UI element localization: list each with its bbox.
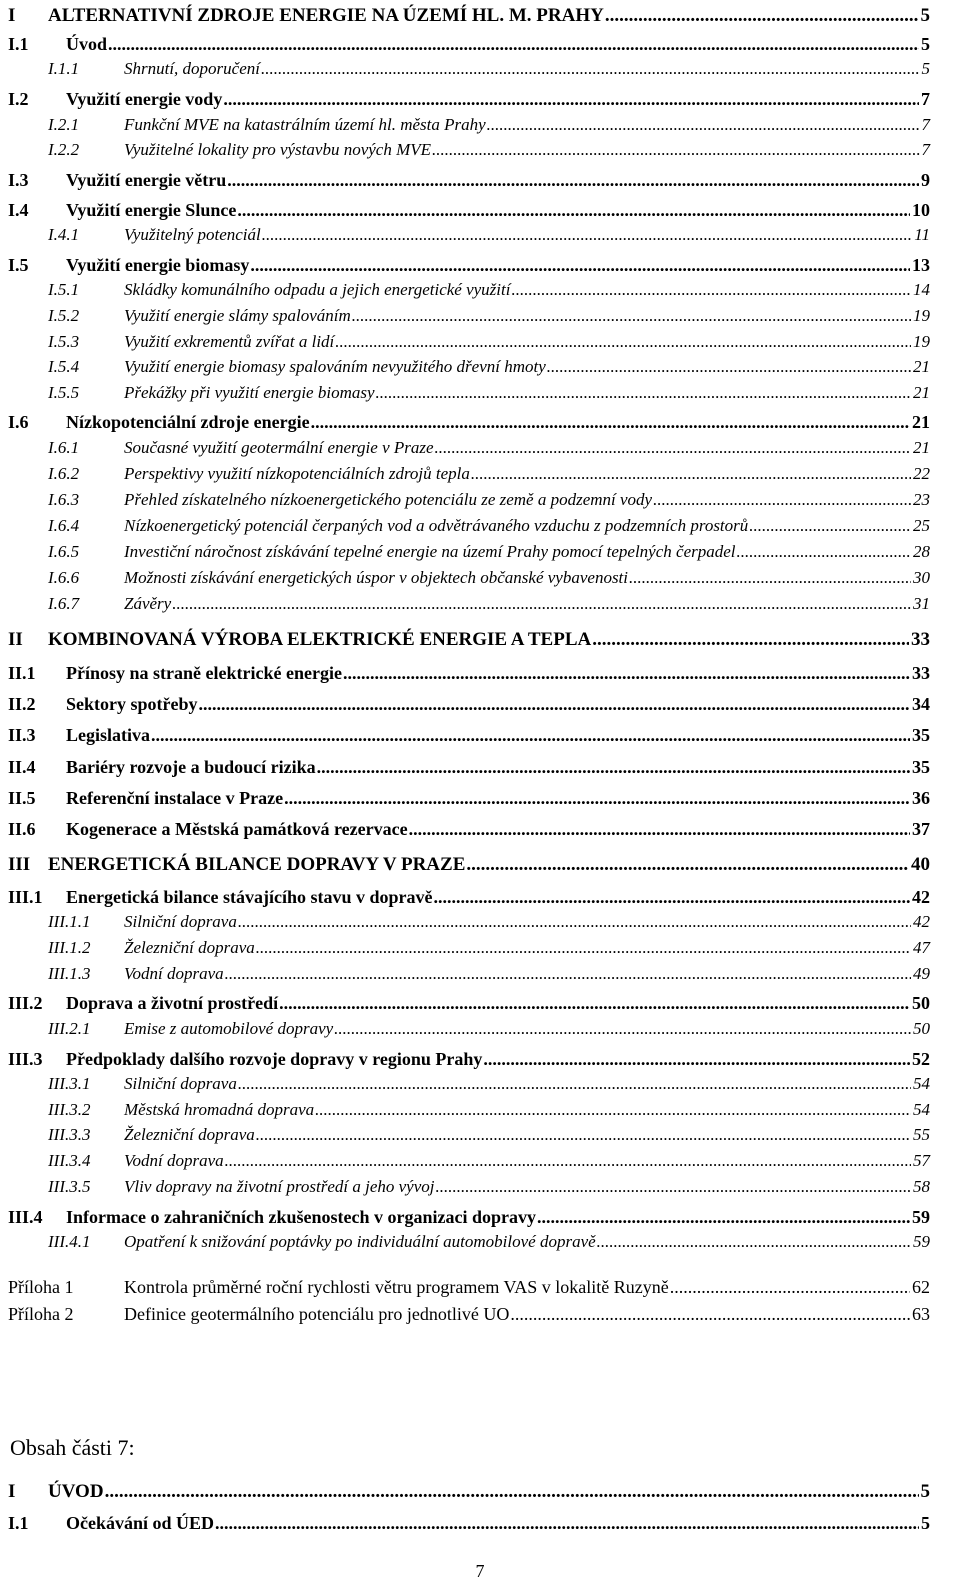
toc-entry-page: 7 [921,89,930,109]
toc-entry-page: 30 [913,568,930,587]
dot-leader [108,32,919,56]
toc-entry-number: I [8,1481,16,1502]
toc-entry-number: III.1 [8,887,43,907]
toc-entry[interactable] [0,817,944,841]
toc-entry-title: Možnosti získávání energetických úspor v objektech občanské vybavenosti [124,568,629,587]
toc-entry-title-row [66,410,930,434]
toc-entry-title-row [124,1072,930,1096]
toc-entry-page: 5 [921,1513,930,1533]
dot-leader [511,278,911,302]
toc-entry[interactable] [0,885,944,909]
toc-entry[interactable] [0,32,944,56]
toc-entry-title: Vodní doprava [124,964,224,983]
toc-entry-title: Emise z automobilové dopravy [124,1019,334,1038]
toc-entry-number: I.2.1 [48,115,80,134]
dot-leader [315,1098,911,1122]
toc-entry[interactable] [0,592,944,616]
toc-entry-title: Překážky při využití energie biomasy [124,383,375,402]
dot-leader [172,592,911,616]
toc-entry-page: 63 [912,1304,930,1324]
dot-leader [237,198,910,222]
toc-entry-page: 54 [913,1100,930,1119]
toc-entry-title-row [124,1175,930,1199]
dot-leader [199,692,911,716]
dot-leader [653,488,911,512]
toc-entry-title: Železniční doprava [124,1125,255,1144]
toc-entry-title-row [66,692,930,716]
toc-entry[interactable] [0,692,944,716]
toc-entry-page: 42 [912,887,930,907]
toc-entry-title-row [48,4,930,28]
toc-entry[interactable] [0,1230,944,1254]
toc-entry[interactable] [0,910,944,934]
toc-entry[interactable] [0,1275,944,1299]
dot-leader [343,661,910,685]
dot-leader [256,1123,911,1147]
toc-entry[interactable] [0,514,944,538]
toc-entry[interactable] [0,113,944,137]
toc-entry-page: 21 [913,357,930,376]
toc-entry-number: I.4.1 [48,225,80,244]
toc-entry-title-row [66,661,930,685]
dot-leader [409,817,910,841]
dot-leader [151,723,910,747]
toc-entry[interactable] [0,1123,944,1147]
toc-entry-number: I.5.1 [48,280,80,299]
toc-entry-title-row [48,628,930,652]
toc-entry-page: 28 [913,542,930,561]
toc-entry-page: 22 [913,464,930,483]
toc-entry-number: I.6 [8,412,29,432]
toc-entry-title-row [124,223,930,247]
toc-entry-title: Předpoklady dalšího rozvoje dopravy v regionu Prahy [66,1049,483,1069]
toc-entry-page: 59 [912,1207,930,1227]
dot-leader [432,138,919,162]
dot-leader [261,57,920,81]
toc-entry[interactable] [0,436,944,460]
toc-entry-title: Využitelné lokality pro výstavbu nových MVE [124,140,432,159]
toc-entry[interactable] [0,786,944,810]
toc-entry-page: 11 [914,225,930,244]
dot-leader [223,87,919,111]
dot-leader [670,1275,910,1299]
toc-entry[interactable] [0,1098,944,1122]
toc-entry-title: Definice geotermálního potenciálu pro jednotlivé UO [124,1304,510,1324]
toc-entry-number: III.3.5 [48,1177,91,1196]
dot-leader [238,910,911,934]
toc-entry-title: Kogenerace a Městská památková rezervace [66,819,408,839]
toc-entry-title-row [124,381,930,405]
toc-entry-title-row [124,936,930,960]
toc-entry-page: 33 [911,629,930,650]
toc-entry[interactable] [0,1175,944,1199]
toc-entry-title: Využití energie slámy spalováním [124,306,351,325]
toc-entry-number: II [8,629,23,650]
dot-leader [279,991,910,1015]
toc-entry[interactable] [0,962,944,986]
toc-entry-title-row [66,885,930,909]
toc-entry[interactable] [0,1072,944,1096]
toc-entry-page: 7 [921,140,930,159]
toc-entry-title-row [124,1017,930,1041]
toc-entry[interactable] [0,462,944,486]
dot-leader [749,514,911,538]
toc-entry-number: I.1.1 [48,59,80,78]
toc-entry-title: Závěry [124,594,172,613]
toc-entry-title: Silniční doprava [124,912,237,931]
toc-entry-number: III.1.1 [48,912,91,931]
toc-entry-title-row [124,278,930,302]
toc-entry-title-row [124,1123,930,1147]
toc-entry-page: 50 [913,1019,930,1038]
toc-entry-title: Nízkoenergetický potenciál čerpaných vod a odvětrávaného vzduchu z podzemních prostorů [124,516,749,535]
toc-entry-number: III.1.3 [48,964,91,983]
toc-entry-page: 58 [913,1177,930,1196]
toc-entry-page: 34 [912,694,930,714]
toc-entry-title: Sektory spotřeby [66,694,198,714]
toc-entry[interactable] [0,4,944,28]
dot-leader [629,566,911,590]
toc-entry-title: ENERGETICKÁ BILANCE DOPRAVY V PRAZE [48,854,466,875]
dot-leader [225,962,911,986]
dot-leader [335,330,911,354]
dot-leader [434,885,911,909]
toc-entry[interactable] [0,661,944,685]
dot-leader [376,381,911,405]
toc-entry-title: Perspektivy využití nízkopotenciálních zdrojů tepla [124,464,470,483]
toc-entry-title: Legislativa [66,725,150,745]
toc-entry-title-row [124,57,930,81]
toc-entry-title: Přehled získatelného nízkoenergetického potenciálu ze země a podzemní vody [124,490,653,509]
toc-entry-title-row [66,198,930,222]
toc-entry[interactable] [0,198,944,222]
toc-entry-title-row [66,32,930,56]
toc-entry-title: Využití energie větru [66,170,227,190]
toc-entry-page: 21 [913,438,930,457]
toc-entry-page: 21 [912,412,930,432]
toc-entry-page: 50 [912,993,930,1013]
toc-entry-title: Shrnutí, doporučení [124,59,260,78]
toc-entry-title-row [124,330,930,354]
toc-entry[interactable] [0,1017,944,1041]
toc-entry-page: 19 [913,332,930,351]
toc-entry-title: Skládky komunálního odpadu a jejich energetické využití [124,280,511,299]
toc-entry-page: 49 [913,964,930,983]
dot-leader [537,1205,910,1229]
toc-entry[interactable] [0,991,944,1015]
toc-entry-page: 19 [913,306,930,325]
toc-entry-title-row [124,566,930,590]
dot-leader [483,1047,910,1071]
toc-entry-title-row [124,462,930,486]
toc-entry[interactable] [0,1205,944,1229]
toc-entry-title: Vliv dopravy na životní prostředí a jeho vývoj [124,1177,435,1196]
toc-entry-number: I.5.2 [48,306,80,325]
toc-entry-number: III.3 [8,1049,43,1069]
toc-entry[interactable] [0,223,944,247]
toc-entry-page: 42 [913,912,930,931]
toc-entry-title: Úvod [66,34,108,54]
toc-entry-title-row [124,355,930,379]
toc-entry-title-row [66,723,930,747]
dot-leader [597,1230,911,1254]
toc-entry-title-row [124,540,930,564]
dot-leader [436,1175,912,1199]
toc-entry-title-row [124,962,930,986]
toc-entry[interactable] [0,304,944,328]
toc-entry-number: III.4.1 [48,1232,91,1251]
toc-entry-title: Kontrola průměrné roční rychlosti větru programem VAS v lokalitě Ruzyně [124,1277,669,1297]
toc-entry[interactable] [0,566,944,590]
toc-entry[interactable] [0,381,944,405]
toc-entry-number: I.6.4 [48,516,80,535]
dot-leader [510,1302,910,1326]
toc-entry-number: I.5.3 [48,332,80,351]
toc-entry-number: I.4 [8,200,29,220]
toc-entry-title: Využití exkrementů zvířat a lidí [124,332,335,351]
toc-entry-page: 35 [912,725,930,745]
toc-entry-page: 35 [912,757,930,777]
toc-entry-number: I.5.5 [48,383,80,402]
toc-entry-page: 9 [921,170,930,190]
toc-entry-title-row [124,436,930,460]
toc-entry-number: I.5.4 [48,357,80,376]
toc-entry-title-row [124,910,930,934]
toc-entry-number: I.6.6 [48,568,80,587]
toc-entry-title: Využití energie biomasy [66,255,250,275]
toc-entry-number: III.2 [8,993,43,1013]
toc-entry-title-row [124,1230,930,1254]
toc-entry-page: 54 [913,1074,930,1093]
toc-entry-title-row [124,1149,930,1173]
toc-entry-number: I.1 [8,1513,29,1533]
toc-entry-title: KOMBINOVANÁ VÝROBA ELEKTRICKÉ ENERGIE A TEPLA [48,629,592,650]
toc-entry[interactable] [0,410,944,434]
toc-entry-title: Energetická bilance stávajícího stavu v dopravě [66,887,433,907]
toc-entry[interactable] [0,278,944,302]
toc-entry-number: III.3.4 [48,1151,91,1170]
toc-entry-page: 10 [912,200,930,220]
toc-entry-title: Využití energie Slunce [66,200,237,220]
toc-entry-title-row [124,1275,930,1299]
toc-entry[interactable] [0,253,944,277]
toc-entry-page: 7 [921,115,930,134]
dot-leader [466,853,909,877]
part-7-heading: Obsah části 7: [10,1435,135,1460]
toc-entry-page: 33 [912,663,930,683]
toc-entry-page: 36 [912,788,930,808]
toc-entry[interactable] [0,936,944,960]
toc-entry-title: Bariéry rozvoje a budoucí rizika [66,757,316,777]
dot-leader [105,1480,919,1504]
dot-leader [262,223,912,247]
toc-entry[interactable] [0,1047,944,1071]
toc-entry-title: Současné využití geotermální energie v Praze [124,438,434,457]
toc-entry-title: Přínosy na straně elektrické energie [66,663,342,683]
dot-leader [487,113,920,137]
dot-leader [256,936,911,960]
toc-entry-number: III.2.1 [48,1019,91,1038]
toc-entry-number: III.1.2 [48,938,91,957]
toc-entry-page: 31 [913,594,930,613]
toc-entry-title: Vodní doprava [124,1151,224,1170]
dot-leader [250,253,910,277]
toc-entry-number: Příloha 1 [8,1277,74,1297]
toc-entry-title: Silniční doprava [124,1074,237,1093]
toc-entry-number: II.1 [8,663,36,683]
toc-entry[interactable] [0,853,944,877]
toc-entry[interactable] [0,1480,944,1504]
toc-entry-page: 5 [920,5,930,26]
toc-entry-number: III.3.3 [48,1125,91,1144]
toc-entry-page: 47 [913,938,930,957]
toc-entry[interactable] [0,138,944,162]
toc-entry[interactable] [0,330,944,354]
toc-entry-page: 5 [921,59,930,78]
toc-entry-title: Využití energie vody [66,89,223,109]
dot-leader [317,755,910,779]
toc-entry-title: Doprava a životní prostředí [66,993,279,1013]
toc-entry-number: I.3 [8,170,29,190]
toc-entry-number: I.2.2 [48,140,80,159]
toc-entry-title-row [66,253,930,277]
toc-entry-page: 13 [912,255,930,275]
dot-leader [605,4,919,28]
toc-entry-title-row [124,138,930,162]
toc-entry-page: 40 [911,854,930,875]
toc-entry-number: I.5 [8,255,29,275]
toc-entry-page: 55 [913,1125,930,1144]
toc-entry-number: I.6.5 [48,542,80,561]
dot-leader [227,168,919,192]
dot-leader [334,1017,911,1041]
toc-entry[interactable] [0,1149,944,1173]
toc-entry-title-row [124,304,930,328]
toc-entry[interactable] [0,87,944,111]
toc-entry-title-row [66,786,930,810]
toc-entry[interactable] [0,540,944,564]
toc-entry-title-row [66,1511,930,1535]
toc-entry-title: Informace o zahraničních zkušenostech v organizaci dopravy [66,1207,536,1227]
toc-entry-page: 57 [913,1151,930,1170]
dot-leader [547,355,911,379]
toc-entry-number: Příloha 2 [8,1304,74,1324]
toc-entry-title-row [124,113,930,137]
toc-entry-title-row [48,1480,930,1504]
toc-entry-page: 62 [912,1277,930,1297]
toc-entry-number: III.3.2 [48,1100,91,1119]
toc-entry-page: 23 [913,490,930,509]
dot-leader [284,786,910,810]
toc-entry-title: Referenční instalace v Praze [66,788,284,808]
page-number: 7 [475,1561,485,1581]
toc-entry-title: ALTERNATIVNÍ ZDROJE ENERGIE NA ÚZEMÍ HL. M. PRAHY [48,5,604,26]
toc-entry[interactable] [0,488,944,512]
toc-entry-title: Využití energie biomasy spalováním nevyužitého dřevní hmoty [124,357,546,376]
toc-entry-title-row [124,488,930,512]
toc-entry-title-row [48,853,930,877]
toc-entry-title: Funkční MVE na katastrálním území hl. města Prahy [124,115,486,134]
toc-entry-number: III [8,854,31,875]
dot-leader [215,1511,919,1535]
toc-entry-title: Využitelný potenciál [124,225,261,244]
toc-entry[interactable] [0,628,944,652]
toc-entry-number: I.6.7 [48,594,80,613]
toc-entry[interactable] [0,1511,944,1535]
toc-entry-page: 14 [913,280,930,299]
toc-entry-number: I [8,5,16,26]
toc-entry-number: I.6.2 [48,464,80,483]
toc-entry-title-row [124,1098,930,1122]
toc-entry-title-row [124,592,930,616]
toc-entry-number: I.6.3 [48,490,80,509]
toc-entry-page: 25 [913,516,930,535]
toc-entry-number: II.4 [8,757,36,777]
toc-entry-page: 59 [913,1232,930,1251]
toc-entry-title-row [66,755,930,779]
toc-entry-title-row [124,1302,930,1326]
dot-leader [311,410,910,434]
toc-entry-title-row [66,168,930,192]
dot-leader [238,1072,911,1096]
toc-entry-title: Investiční náročnost získávání tepelné energie na území Prahy pomocí tepelných čerpadel [124,542,736,561]
toc-entry-number: II.2 [8,694,36,714]
toc-entry-title: Očekávání od ÚED [66,1513,215,1533]
toc-entry[interactable] [0,723,944,747]
toc-entry[interactable] [0,1302,944,1326]
toc-entry-number: III.3.1 [48,1074,91,1093]
toc-entry-title: ÚVOD [48,1481,104,1502]
dot-leader [225,1149,911,1173]
toc-entry-page: 5 [921,34,930,54]
toc-entry-number: II.5 [8,788,36,808]
toc-entry[interactable] [0,755,944,779]
toc-entry[interactable] [0,355,944,379]
toc-entry-number: II.6 [8,819,36,839]
toc-entry-number: I.2 [8,89,29,109]
dot-leader [471,462,911,486]
toc-entry-title: Železniční doprava [124,938,255,957]
toc-entry-title-row [66,817,930,841]
dot-leader [435,436,911,460]
toc-entry-number: III.4 [8,1207,43,1227]
toc-entry[interactable] [0,168,944,192]
dot-leader [352,304,911,328]
dot-leader [592,628,909,652]
toc-entry-title-row [66,991,930,1015]
toc-entry-title-row [66,87,930,111]
toc-entry-page: 37 [912,819,930,839]
toc-entry-title-row [66,1205,930,1229]
toc-entry-title: Nízkopotenciální zdroje energie [66,412,310,432]
toc-entry-title-row [66,1047,930,1071]
toc-entry-page: 52 [912,1049,930,1069]
toc-entry-number: I.1 [8,34,29,54]
dot-leader [737,540,911,564]
toc-entry[interactable] [0,57,944,81]
toc-entry-number: II.3 [8,725,36,745]
toc-entry-page: 5 [920,1481,930,1502]
toc-entry-page: 21 [913,383,930,402]
toc-entry-number: I.6.1 [48,438,80,457]
toc-entry-title: Opatření k snižování poptávky po individuální automobilové dopravě [124,1232,596,1251]
toc-entry-title-row [124,514,930,538]
toc-entry-title: Městská hromadná doprava [124,1100,315,1119]
